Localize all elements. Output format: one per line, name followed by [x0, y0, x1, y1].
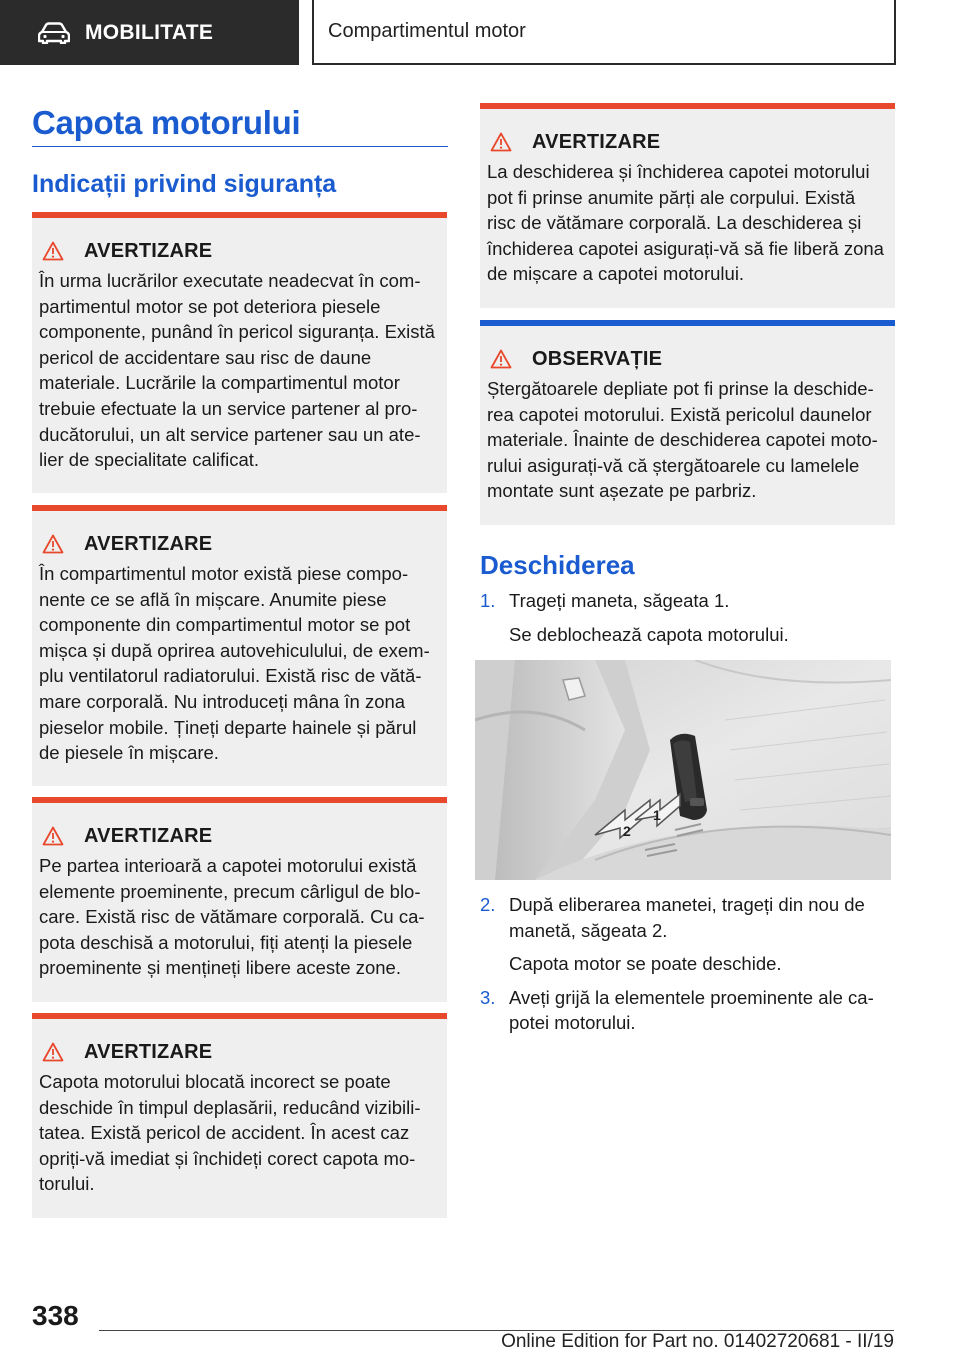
header-chapter-tab: [312, 0, 896, 65]
step-text: Trageți maneta, săgeata 1.: [509, 590, 730, 611]
header-chapter-label: Compartimentul motor: [328, 20, 526, 42]
note-box: [480, 320, 895, 525]
step-number: 1.: [480, 590, 496, 611]
warning-triangle-icon: [490, 349, 512, 369]
warning-text: La deschiderea și închiderea capotei motorului pot fi prinse anumite părți ale corpului. Există risc de vătămare corporală. La deschiderea și închiderea capotei asigurați-vă să fie liberă zona de mișcare a capotei motorului.: [487, 161, 884, 285]
step-result: Se deblochează capota motorului.: [509, 623, 789, 645]
warning-triangle-icon: [490, 132, 512, 152]
step-list: [480, 588, 896, 647]
warning-box: [32, 797, 447, 1002]
warning-text: În compartimentul motor există piese compo-nente ce se află în mișcare. Anumite piese componente din compartimentul motor se pot mișca și după oprirea autovehiculului, de exem-plu ventilatorul radiatorului. Există risc de vătă-mare corporală. Nu introduceți mâna în zona pieselor mobile. Țineți departe hainele și părul de piesele în mișcare.: [39, 563, 430, 764]
step-item: [480, 892, 896, 943]
warning-label: AVERTIZARE: [84, 239, 213, 262]
opening-heading: Deschiderea: [480, 550, 635, 580]
step-text: După eliberarea manetei, trageți din nou de manetă, săgeata 2.: [509, 894, 865, 941]
warning-triangle-icon: [42, 1042, 64, 1062]
arrow-label-1: 1: [653, 807, 661, 823]
warning-box: [480, 103, 895, 308]
car-icon: [38, 22, 70, 44]
warning-triangle-icon: [42, 826, 64, 846]
step-result: Capota motor se poate deschide.: [509, 953, 782, 975]
note-text: Ștergătoarele depliate pot fi prinse la deschide-rea capotei motorului. Există pericolul daunelor materiale. Înainte de deschiderea capotei moto-rului asigurați-vă că ștergătoarele cu lamelele montate sunt așezate pe parbriz.: [487, 378, 878, 502]
warning-text: Pe partea interioară a capotei motorului există elemente proeminente, precum cârligul de blo-care. Există risc de vătămare corporală. Cu ca-pota deschisă a motorului, fiți atenți la piesele proeminente și mențineți libere aceste zone.: [39, 855, 425, 979]
step-text: Aveți grijă la elementele proeminente ale ca-potei motorului.: [509, 986, 874, 1034]
hood-release-illustration: [475, 660, 891, 880]
page-number: 338: [32, 1300, 79, 1331]
warning-text: În urma lucrărilor executate neadecvat în com-partimentul motor se pot deteriora piesele componente, punând în pericol siguranța. Există pericol de accidentare sau risc de daune materiale. Lucrările la compartimentul motor trebuie efectuate la un service partener al pro-ducătorului, un alt service partener sau un ate-lier de specialitate calificat.: [39, 270, 435, 471]
safety-subtitle: Indicații privind siguranța: [32, 170, 337, 198]
warning-label: AVERTIZARE: [84, 1040, 213, 1063]
step-list-continued: [480, 892, 896, 1036]
step-item: [480, 588, 896, 614]
step-number: 3.: [480, 986, 496, 1008]
arrow-label-2: 2: [623, 823, 631, 839]
title-divider: [32, 146, 448, 147]
warning-box: [32, 1013, 447, 1218]
header-section-label: MOBILITATE: [85, 20, 214, 44]
header-section-tab: [0, 0, 299, 65]
step-item: [480, 985, 896, 1036]
warning-label: AVERTIZARE: [84, 532, 213, 555]
warning-triangle-icon: [42, 241, 64, 261]
warning-box: [32, 212, 447, 493]
warning-box: [32, 505, 447, 786]
warning-label: AVERTIZARE: [532, 130, 661, 153]
page-title: Capota motorului: [32, 104, 301, 141]
warning-triangle-icon: [42, 534, 64, 554]
note-label: OBSERVAȚIE: [532, 347, 663, 370]
step-number: 2.: [480, 894, 496, 915]
hood-release-lever-image: [475, 660, 891, 880]
warning-text: Capota motorului blocată incorect se poate deschide în timpul deplasării, reducând vizibili-tatea. Există pericol de accident. În acest caz opriți-vă imediat și închideți corect capota mo-torului.: [39, 1071, 421, 1195]
warning-label: AVERTIZARE: [84, 824, 213, 847]
footer-edition: Online Edition for Part no. 01402720681 - II/19: [501, 1331, 894, 1352]
